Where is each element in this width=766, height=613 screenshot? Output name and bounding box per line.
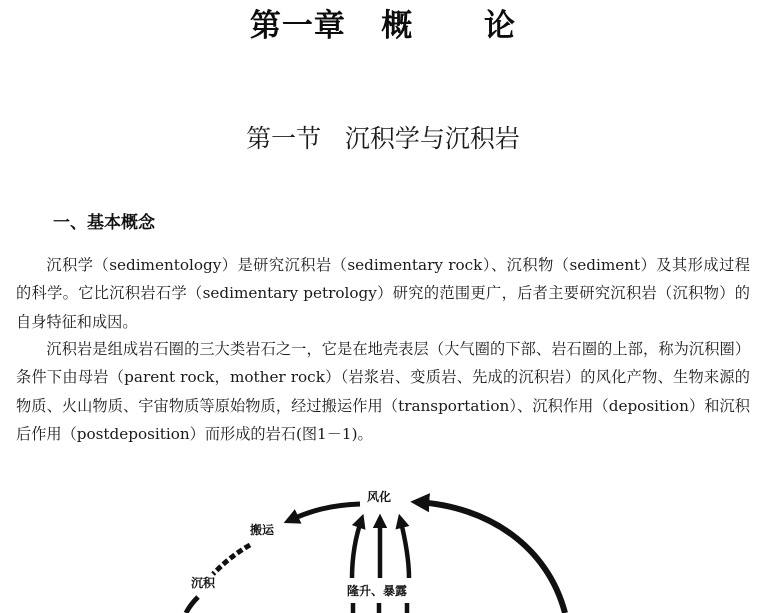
- left-arc-line: [186, 597, 198, 613]
- label-deposition: 沉积: [191, 576, 216, 590]
- subsection-title: 一、基本概念: [53, 213, 155, 233]
- paragraph-sedimentology-definition: 沉积学（sedimentology）是研究沉积岩（sedimentary rock）、沉积物（sediment）及其形成过程的科学。它比沉积岩石学（sedimentary petrology）研究的范围更广，后者主要研究沉积岩（沉积物）的自身特征和成因。: [16, 256, 750, 331]
- chapter-title: 第一章 概 论: [249, 8, 517, 44]
- label-weathering: 风化: [367, 490, 392, 504]
- section-title: 第一节 沉积学与沉积岩: [246, 124, 520, 153]
- label-transport: 搬运: [250, 523, 275, 537]
- rock-cycle-figure: [0, 478, 766, 613]
- right-arc-arrow: [416, 502, 565, 613]
- label-uplift-exposure: 隆升、暴露: [347, 584, 408, 598]
- transport-to-deposition-arrow: [213, 545, 250, 574]
- uplift-arrow-right: [400, 518, 409, 578]
- weathering-to-transport-arrow: [288, 504, 360, 521]
- uplift-arrow-left: [352, 518, 362, 578]
- paragraph-sedimentary-rock-definition: 沉积岩是组成岩石圈的三大类岩石之一，它是在地壳表层（大气圈的下部、岩石圈的上部，称为沉积圈）条件下由母岩（parent rock，mother rock）（岩浆岩、变质岩、先成的沉积岩）的风化产物、生物来源的物质、火山物质、宇宙物质等原始物质，经过搬运作用（transportation）、沉积作用（deposition）和沉积后作用（postdeposition）而形成的岩石(图1－1)。: [16, 340, 750, 443]
